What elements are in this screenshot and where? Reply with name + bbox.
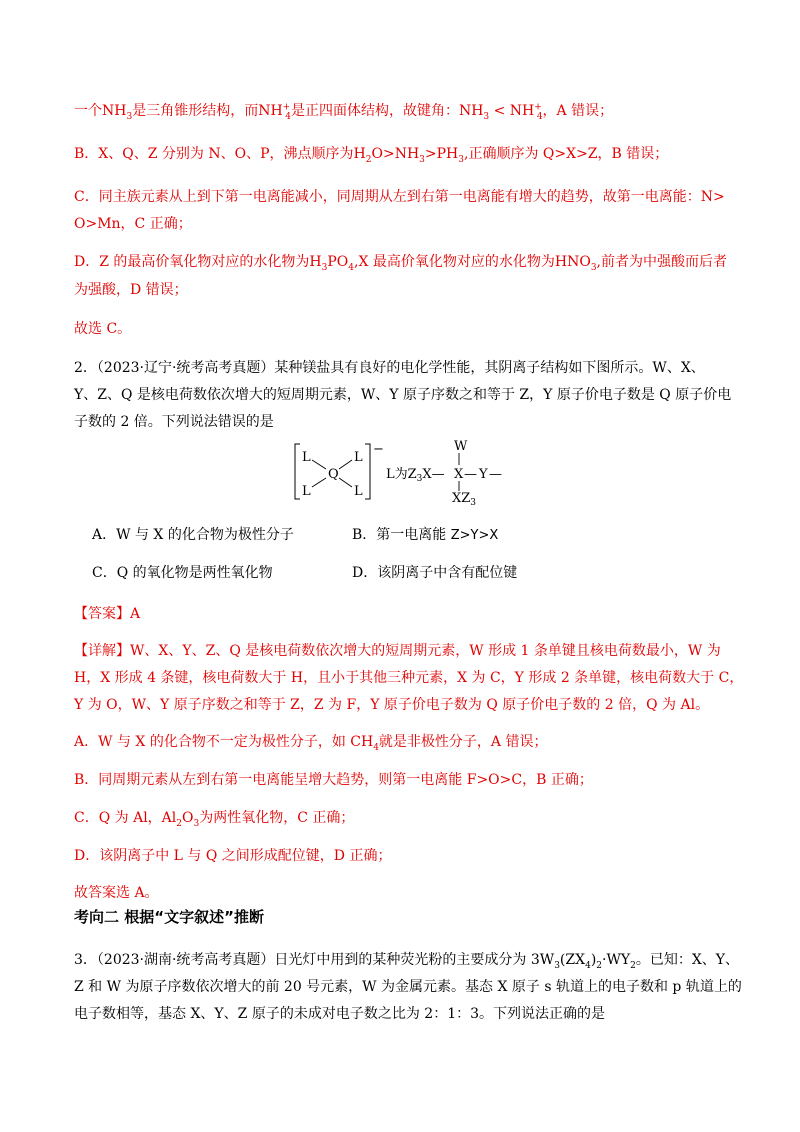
subscript: 3 [419,154,425,165]
subscript: 2 [365,154,372,165]
text: > [382,146,395,162]
q2-stem-line-1: 2．（2023·辽宁·统考高考真题）某种镁盐具有良好的电化学性能，其阴离子结构如下图所示。W、X、 [74,360,705,376]
text: ，A 错误； [542,103,614,119]
prev-answer-line-1 [74,95,740,128]
bond-q-l-bl [312,478,326,487]
left-bracket [295,444,300,499]
text: 。已知：X、Y、 [635,952,740,968]
subscript: 4 [348,262,354,273]
q2-detail-line-1: 【详解】W、X、Y、Z、Q 是核电荷数依次增大的短周期元素，W 形成 1 条单键且核电荷数最小，W 为 [74,643,721,659]
q2-explain-a [74,726,740,759]
q2-option-b[interactable] [352,525,498,546]
subscript: 2 [176,818,182,829]
q3-stem-line-3: 电子数相等，基态 X、Y、Z 原子的未成对电子数之比为 2：1：3。下列说法正确的是 [74,1006,606,1022]
formula: PH [436,146,459,162]
q3-stem-line-2: Z 和 W 为原子序数依次增大的前 20 号元素，W 为金属元素。基态 X 原子 s 轨道上的电子数和 p 轨道上的 [74,979,742,995]
prev-answer-conclusion: 故选 C。 [74,321,132,337]
formula: H [353,146,366,162]
bond-q-l-tl [312,460,326,469]
subscript: 3 [483,111,490,122]
prev-answer-option-d-2: 为强酸，D 错误； [74,282,188,298]
formula: NH [394,146,420,162]
formula: O [371,146,383,162]
atom-l-top-right: L [354,450,363,465]
subscript: 4 [373,742,379,753]
atom-x: X [454,467,464,482]
text: 是正四面体结构，故键角： [290,103,459,119]
q2-detail-line-3: Y 为 O，W、Y 原子序数之和等于 Z，Z 为 F，Y 原子价电子数为 Q 原子价电子数的 2 倍，Q 为 Al。 [74,697,710,713]
text: 就是非极性分子，A 错误； [378,734,548,750]
subscript: 2 [596,960,603,971]
q2-detail-line-2: H，X 形成 4 条键，核电荷数大于 H，且小于其他三种元素，X 为 C，Y 形成 2 条单键，核电荷数大于 C， [74,670,744,686]
charge-label: − [373,442,384,457]
q2-explain-d: D．该阴离子中 L 与 Q 之间形成配位键，D 正确； [74,848,392,864]
subscript: 3 [458,154,464,165]
atom-l-bottom-right: L [354,484,363,499]
atom-l-top-left: L [302,450,311,465]
atom-q: Q [328,467,339,482]
q2-answer: 【答案】A [74,606,141,622]
formula: NH [509,103,535,119]
subscript: 3 [590,262,597,273]
subscript: 4 [285,111,291,122]
q2-option-a[interactable]: A．W 与 X 的化合物为极性分子 [92,527,294,543]
prev-answer-option-b [74,138,740,171]
q2-option-d[interactable]: D．该阴离子中含有配位键 [352,565,518,581]
text: ,前者为中强酸而后者 [596,254,727,270]
atom-w: W [454,439,468,454]
formula: NH [458,103,484,119]
anion-structure-figure [0,438,800,518]
formula: HNO [554,254,591,270]
group-xz3: $XZ_3$ [452,491,477,508]
text: O [182,810,194,826]
text: ) [590,952,597,968]
text: > [424,146,437,162]
superscript: + [534,102,542,113]
atom-l-bottom-left: L [302,484,311,499]
q2-stem-line-3: 子数的 2 倍。下列说法错误的是 [74,414,274,430]
text: (ZX [559,952,586,968]
subscript: 3 [554,960,560,971]
q2-stem-line-2: Y、Z、Q 是核电荷数依次增大的短周期元素，W、Y 原子序数之和等于 Z，Y 原子价电子数是 Q 原子价电 [74,387,732,403]
q2-conclusion: 故答案选 A。 [74,885,159,901]
text: ,正确顺序为 Q>X>Z，B 错误； [464,146,669,162]
subscript: 3 [321,262,328,273]
prev-answer-option-c-2: O>Mn，C 正确； [74,216,192,232]
subscript: 4 [536,111,543,122]
bond-x-y: — [464,467,477,482]
text: ,X 最高价氧化物对应的水化物为 [354,254,555,270]
formula: NH [102,103,127,119]
subscript: 4 [585,960,591,971]
text: 3．（2023·湖南·统考高考真题）日光灯中用到的某种荧光粉的主要成分为 3W [74,952,555,968]
q2-explain-c [74,802,740,835]
text: D．Z 的最高价氧化物对应的水化物为 [74,254,310,270]
bond-q-l-tr [339,460,352,469]
formula: NH [258,103,283,119]
superscript: + [282,102,291,113]
formula: H [309,254,322,270]
text: 为两性氧化物，C 正确； [199,810,355,826]
text: 一个 [74,103,102,119]
atom-y: Y [479,467,488,482]
prev-answer-option-c-1: C．同主族元素从上到下第一电离能减小，同周期从左到右第一电离能有增大的趋势，故第一电离能：N> [74,189,725,205]
text: B．第一电离能 [352,527,451,543]
bond-y-end: — [489,467,502,482]
q2-option-c[interactable]: C．Q 的氧化物是两性氧化物 [92,565,273,581]
formula: Z>Y>X [450,528,499,543]
q2-explain-b: B．同周期元素从左到右第一电离能呈增大趋势，则第一电离能 F>O>C，B 正确； [74,772,593,788]
text: A．W 与 X 的化合物不一定为极性分子，如 CH [74,734,374,750]
text: < [489,103,510,119]
l-definition: L为$Z_3X—$ [386,467,445,484]
subscript: 2 [630,960,636,971]
right-bracket [365,444,370,499]
text: B．X、Q、Z 分别为 N、O、P，沸点顺序为 [74,146,354,162]
bond-q-l-br [339,478,352,487]
formula: PO [327,254,349,270]
subscript: 3 [126,111,133,122]
text: C．Q 为 Al，Al [74,810,177,826]
text: ·WY [602,952,631,968]
subscript: 3 [193,818,200,829]
section-heading: 考向二 根据“文字叙述”推断 [74,908,264,926]
text: 是三角锥形结构，而 [132,103,259,119]
